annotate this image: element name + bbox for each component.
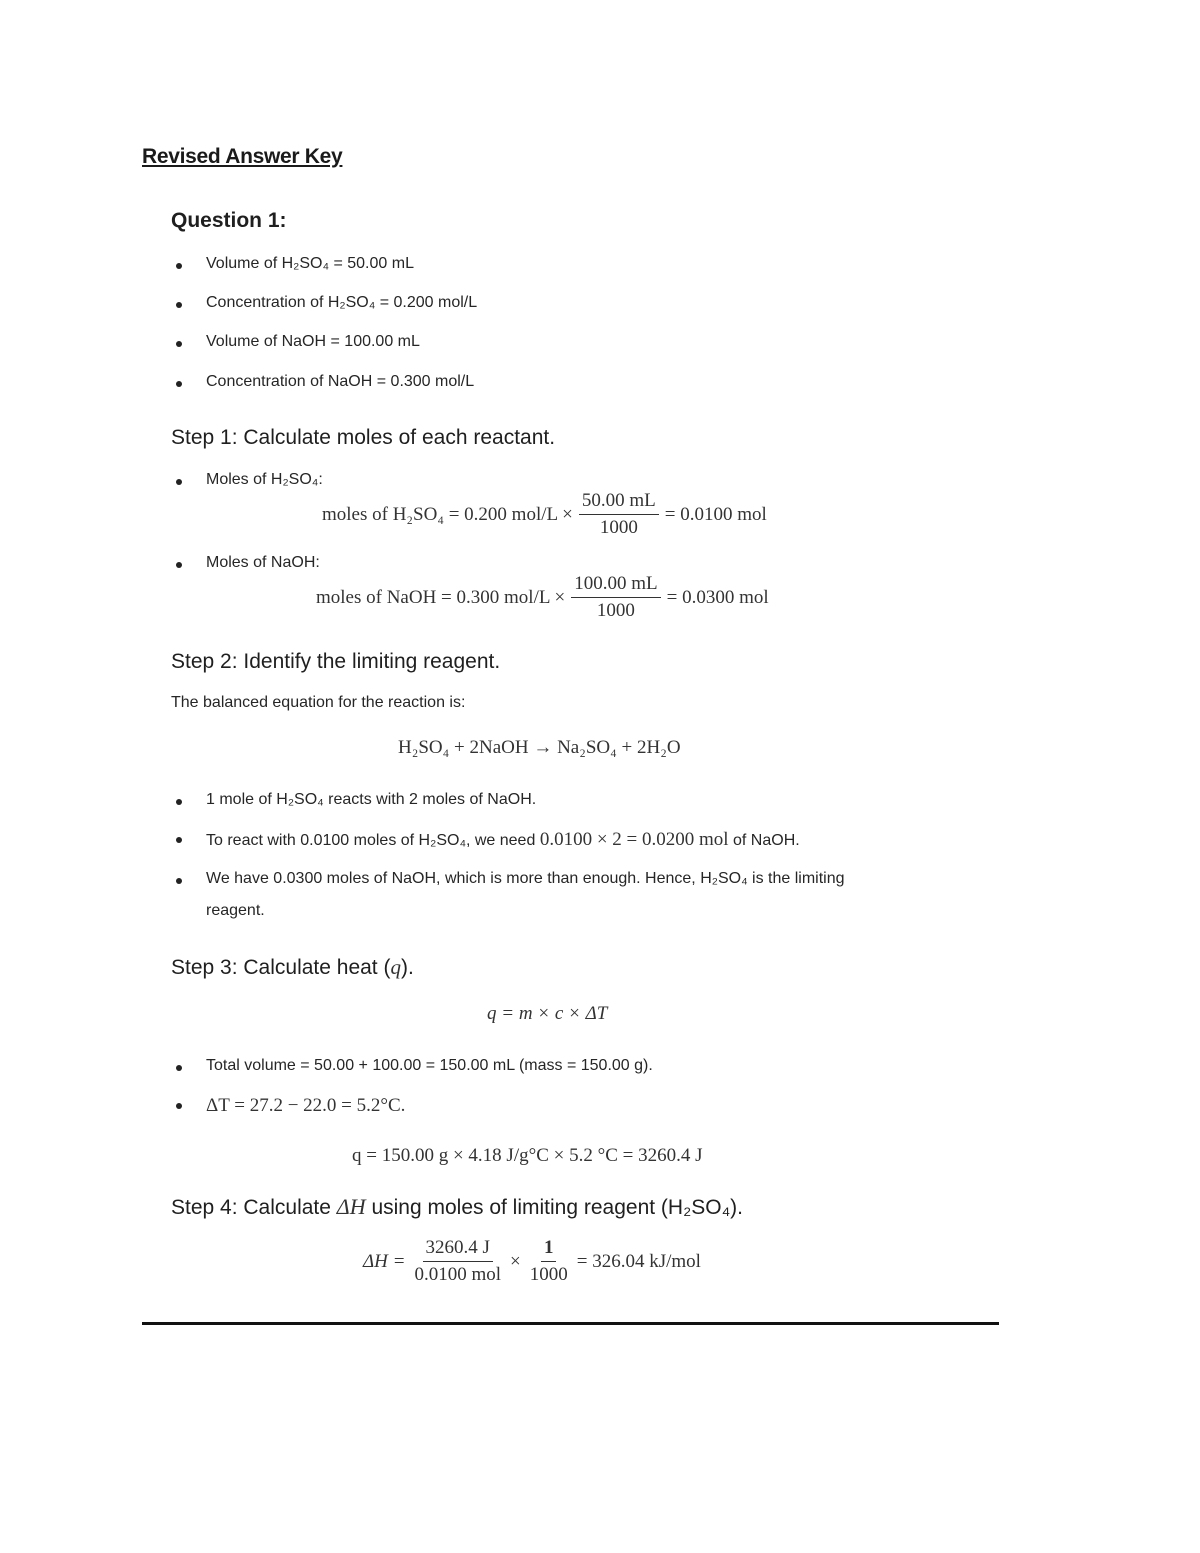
delta-t-math: ΔT = 27.2 − 22.0 = 5.2°C.	[206, 1095, 406, 1116]
delta-h-lhs: ΔH =	[363, 1250, 406, 1272]
eq2-denominator: 1000	[596, 600, 635, 621]
eq1-numerator: 50.00 mL	[579, 490, 659, 515]
delta-h-result: = 326.04 kJ/mol	[576, 1250, 701, 1272]
step3-heading	[171, 955, 414, 980]
step2-need-post: of NaOH.	[733, 832, 800, 849]
eq2-fraction	[571, 573, 660, 622]
equation-moles-h2so4	[322, 490, 767, 539]
fraction-2-denominator: 1000	[529, 1264, 568, 1285]
step3-heading-pre: Step 3: Calculate heat (	[171, 956, 391, 979]
delta-h-fraction-2	[527, 1237, 571, 1286]
step1-heading: Step 1: Calculate moles of each reactant.	[171, 426, 556, 449]
fraction-2-numerator: 1	[541, 1237, 557, 1262]
eq1-right: = 0.0100 mol	[664, 503, 767, 525]
step2-heading: Step 2: Identify the limiting reagent.	[171, 650, 501, 673]
step1-bullet-naoh: Moles of NaOH:	[206, 554, 320, 571]
given-volume-naoh: Volume of NaOH = 100.00 mL	[206, 333, 420, 350]
horizontal-rule	[142, 1322, 999, 1325]
step3-heading-post: ).	[400, 956, 414, 979]
heat-calculation: q = 150.00 g × 4.18 J/g°C × 5.2 °C = 3260.4 J	[352, 1145, 703, 1166]
given-concentration-h2so4: Concentration of H₂SO₄ = 0.200 mol/L	[206, 294, 478, 311]
step4-heading-pre: Step 4: Calculate	[171, 1196, 331, 1219]
document-title: Revised Answer Key	[142, 145, 343, 168]
fraction-1-denominator: 0.0100 mol	[414, 1264, 502, 1285]
eq1-fraction	[579, 490, 659, 539]
step3-bullet-volume: Total volume = 50.00 + 100.00 = 150.00 mL (mass = 150.00 g).	[206, 1057, 653, 1074]
eq2-numerator: 100.00 mL	[571, 573, 660, 598]
step3-heading-var: q	[390, 955, 401, 979]
step4-heading	[171, 1194, 743, 1220]
eq1-denominator: 1000	[599, 517, 638, 538]
equation-delta-h	[363, 1237, 701, 1286]
eq1-left: moles of H₂SO₄ = 0.200 mol/L ×	[322, 503, 573, 525]
given-concentration-naoh: Concentration of NaOH = 0.300 mol/L	[206, 373, 475, 390]
given-volume-h2so4: Volume of H₂SO₄ = 50.00 mL	[206, 255, 414, 272]
times-sign: ×	[510, 1250, 521, 1272]
step4-heading-var: ΔH	[336, 1194, 366, 1219]
step2-conclusion-cont: reagent.	[206, 902, 265, 919]
heat-formula: q = m × c × ΔT	[487, 1003, 608, 1024]
eq2-left: moles of NaOH = 0.300 mol/L ×	[316, 586, 566, 608]
step2-need-math: 0.0100 × 2 = 0.0200 mol	[539, 829, 729, 850]
step2-intro: The balanced equation for the reaction is:	[171, 694, 466, 711]
step2-bullet-conclusion: We have 0.0300 moles of NaOH, which is more than enough. Hence, H₂SO₄ is the limiting	[206, 870, 845, 887]
step2-bullet-need	[206, 829, 800, 851]
delta-h-fraction-1	[411, 1237, 504, 1286]
question-heading: Question 1:	[171, 209, 287, 232]
step2-need-text: To react with 0.0100 moles of H₂SO₄, we need	[206, 832, 536, 849]
step3-bullet-delta-t	[206, 1095, 405, 1117]
fraction-1-numerator: 3260.4 J	[423, 1237, 493, 1262]
balanced-equation: H₂SO₄ + 2NaOH → Na₂SO₄ + 2H₂O	[398, 737, 681, 758]
step4-heading-post: using moles of limiting reagent (H₂SO₄).	[371, 1196, 743, 1219]
step2-bullet-ratio: 1 mole of H₂SO₄ reacts with 2 moles of NaOH.	[206, 791, 537, 808]
eq2-right: = 0.0300 mol	[666, 586, 769, 608]
step1-bullet-h2so4: Moles of H₂SO₄:	[206, 471, 323, 488]
equation-moles-naoh	[316, 573, 769, 622]
